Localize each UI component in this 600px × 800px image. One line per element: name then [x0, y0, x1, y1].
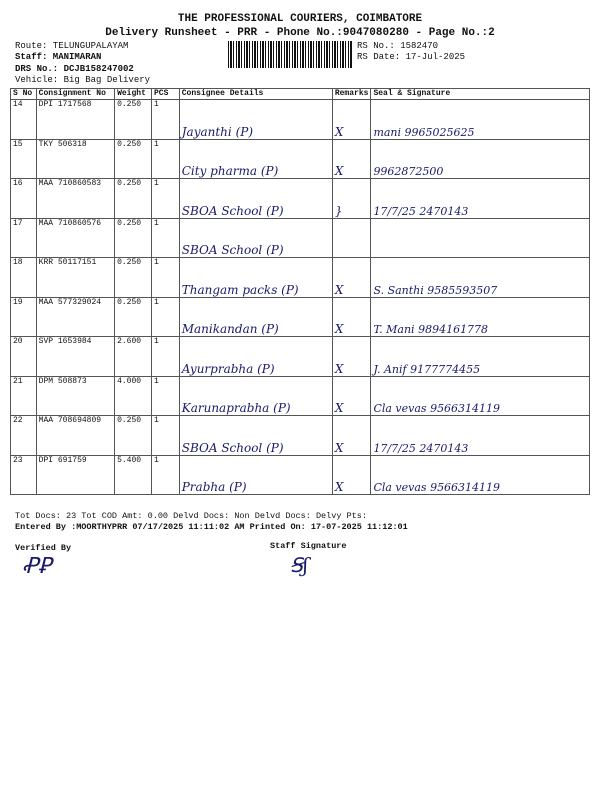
- cell-pcs: 1: [151, 218, 179, 258]
- cell-sno: 21: [11, 376, 37, 416]
- cell-seal: 17/7/25 2470143: [371, 416, 590, 456]
- cell-pcs: 1: [151, 376, 179, 416]
- table-row: [11, 218, 590, 258]
- cell-remark: X: [332, 376, 371, 416]
- cell-sno: 22: [11, 416, 37, 456]
- table-row: [11, 376, 590, 416]
- route-label: Route: TELUNGUPALAYAM: [15, 41, 129, 51]
- cell-weight: 0.250: [115, 218, 152, 258]
- consignment-table: [10, 88, 590, 495]
- cell-sno: 23: [11, 455, 37, 495]
- cell-weight: 0.250: [115, 297, 152, 337]
- col-remarks: Remarks: [332, 89, 371, 100]
- cell-remark: X: [332, 258, 371, 298]
- table-row: [11, 100, 590, 140]
- cell-pcs: 1: [151, 337, 179, 377]
- cell-pcs: 1: [151, 416, 179, 456]
- cell-remark: X: [332, 297, 371, 337]
- cell-consignment-no: MAA 577329024: [36, 297, 114, 337]
- cell-weight: 5.400: [115, 455, 152, 495]
- cell-remark: X: [332, 416, 371, 456]
- cell-sno: 14: [11, 100, 37, 140]
- col-sno: S No: [11, 89, 37, 100]
- cell-remark: X: [332, 337, 371, 377]
- cell-pcs: 1: [151, 100, 179, 140]
- cell-weight: 0.250: [115, 100, 152, 140]
- totals-line: Tot Docs: 23 Tot COD Amt: 0.00 Delvd Docs: Non Delvd Docs: Delvy Pts:: [15, 511, 367, 521]
- cell-consignment-no: DPI 691759: [36, 455, 114, 495]
- runsheet-subtitle: Delivery Runsheet - PRR - Phone No.:9047080280 - Page No.:2: [105, 27, 495, 39]
- cell-seal: T. Mani 9894161778: [371, 297, 590, 337]
- cell-weight: 0.250: [115, 416, 152, 456]
- cell-sno: 20: [11, 337, 37, 377]
- rs-number: RS No.: 1582470: [357, 41, 439, 51]
- cell-seal: mani 9965025625: [371, 100, 590, 140]
- cell-sno: 16: [11, 179, 37, 219]
- cell-consignee: SBOA School (P): [179, 218, 332, 258]
- cell-weight: 0.250: [115, 258, 152, 298]
- cell-remark: X: [332, 100, 371, 140]
- company-title: THE PROFESSIONAL COURIERS, COIMBATORE: [177, 13, 423, 25]
- table-row: [11, 179, 590, 219]
- table-row: [11, 258, 590, 298]
- table-row: [11, 297, 590, 337]
- cell-remark: }: [332, 179, 371, 219]
- staff-signature: Ꞩʃ: [290, 553, 309, 577]
- cell-consignee: City pharma (P): [179, 139, 332, 179]
- cell-weight: 0.250: [115, 179, 152, 219]
- verified-by-label: Verified By: [15, 543, 72, 553]
- cell-sno: 18: [11, 258, 37, 298]
- cell-seal: Cla vevas 9566314119: [371, 455, 590, 495]
- staff-label: Staff: MANIMARAN: [15, 52, 102, 62]
- cell-seal: S. Santhi 9585593507: [371, 258, 590, 298]
- staff-signature-label: Staff Signature: [270, 541, 347, 551]
- cell-consignee: Prabha (P): [179, 455, 332, 495]
- table-row: [11, 139, 590, 179]
- cell-pcs: 1: [151, 258, 179, 298]
- cell-remark: X: [332, 139, 371, 179]
- entered-by-line: Entered By :MOORTHYPRR 07/17/2025 11:11:02 AM Printed On: 17-07-2025 11:12:01: [15, 522, 408, 532]
- cell-weight: 0.250: [115, 139, 152, 179]
- cell-pcs: 1: [151, 179, 179, 219]
- cell-seal: 9962872500: [371, 139, 590, 179]
- table-row: [11, 337, 590, 377]
- cell-consignment-no: DPI 1717568: [36, 100, 114, 140]
- cell-consignment-no: TKY 506318: [36, 139, 114, 179]
- cell-consignee: Thangam packs (P): [179, 258, 332, 298]
- cell-sno: 17: [11, 218, 37, 258]
- col-seal-signature: Seal & Signature: [371, 89, 590, 100]
- cell-pcs: 1: [151, 139, 179, 179]
- col-consignee: Consignee Details: [179, 89, 332, 100]
- cell-pcs: 1: [151, 297, 179, 337]
- cell-consignment-no: SVP 1653984: [36, 337, 114, 377]
- cell-consignment-no: MAA 710860583: [36, 179, 114, 219]
- cell-seal: Cla vevas 9566314119: [371, 376, 590, 416]
- cell-consignee: Manikandan (P): [179, 297, 332, 337]
- verifier-signature: ꝒꝐ: [22, 554, 52, 579]
- cell-sno: 15: [11, 139, 37, 179]
- cell-consignee: Karunaprabha (P): [179, 376, 332, 416]
- cell-weight: 4.000: [115, 376, 152, 416]
- col-pcs: PCS: [151, 89, 179, 100]
- cell-consignee: Jayanthi (P): [179, 100, 332, 140]
- cell-seal: [371, 218, 590, 258]
- vehicle-label: Vehicle: Big Bag Delivery: [15, 75, 151, 85]
- rs-date: RS Date: 17-Jul-2025: [357, 52, 466, 62]
- cell-consignee: Ayurprabha (P): [179, 337, 332, 377]
- cell-consignee: SBOA School (P): [179, 179, 332, 219]
- cell-consignment-no: MAA 710860576: [36, 218, 114, 258]
- cell-consignment-no: KRR 50117151: [36, 258, 114, 298]
- drs-number: DRS No.: DCJB158247002: [15, 64, 134, 74]
- cell-remark: [332, 218, 371, 258]
- col-consignment-no: Consignment No: [36, 89, 114, 100]
- cell-seal: J. Anif 9177774455: [371, 337, 590, 377]
- cell-consignee: SBOA School (P): [179, 416, 332, 456]
- table-header-row: [11, 89, 590, 100]
- cell-weight: 2.600: [115, 337, 152, 377]
- col-weight: Weight: [115, 89, 152, 100]
- table-row: [11, 416, 590, 456]
- cell-pcs: 1: [151, 455, 179, 495]
- cell-sno: 19: [11, 297, 37, 337]
- cell-seal: 17/7/25 2470143: [371, 179, 590, 219]
- cell-consignment-no: MAA 708694809: [36, 416, 114, 456]
- cell-consignment-no: DPM 508873: [36, 376, 114, 416]
- table-row: [11, 455, 590, 495]
- barcode-image: [228, 41, 352, 68]
- cell-remark: X: [332, 455, 371, 495]
